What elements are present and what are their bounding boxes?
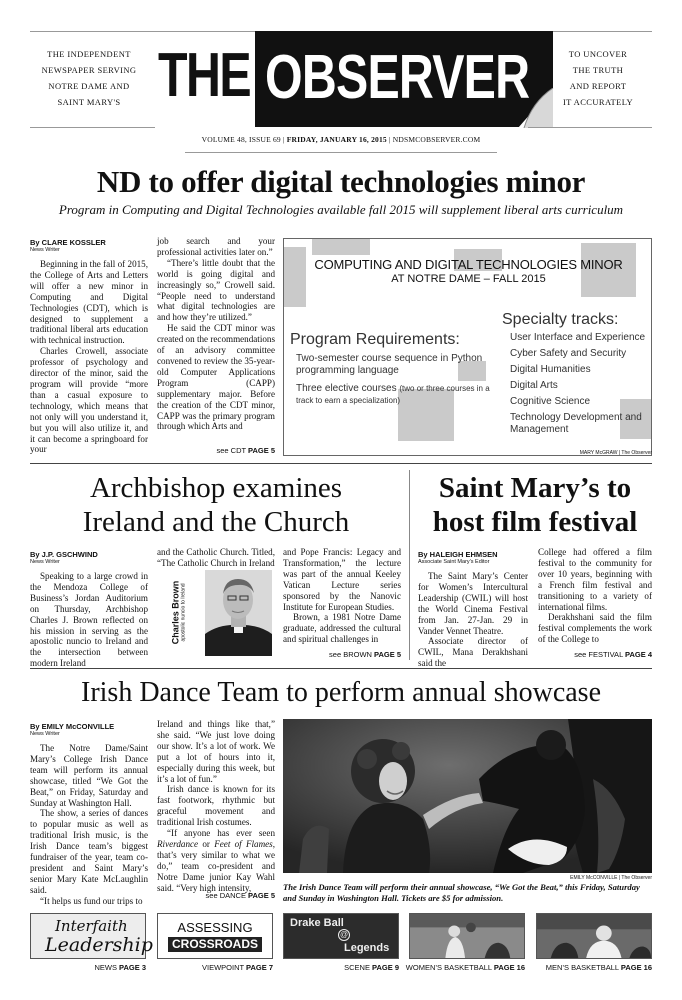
jump-link[interactable]: see CDT PAGE 5	[216, 446, 275, 455]
promo-label[interactable]: MEN’S BASKETBALL PAGE 16	[545, 963, 652, 972]
paragraph: Ireland and things like that,” she said. “We just love doing our show. It’s a lot of work. We put a lot of hours into it, especially during this week, but it’s a lot of fun.”	[157, 719, 275, 784]
brown-headline[interactable]	[30, 471, 402, 539]
article-text	[418, 571, 528, 669]
jump-link[interactable]: see DANCE PAGE 5	[205, 891, 275, 900]
paragraph: The Saint Mary’s Center for Women’s Intercultural Leadership (CWIL) will host the World Cinema Festival from Jan. 27-Jan. 29 in Vander Vennet Theatre.	[418, 571, 528, 636]
masthead-motto-left	[30, 46, 148, 110]
article-text	[30, 571, 148, 669]
jump-link[interactable]: see FESTIVAL PAGE 4	[574, 650, 652, 659]
motto-line: AND REPORT	[569, 81, 627, 91]
article-text	[157, 236, 275, 432]
paragraph: job search and your professional activities later on.”	[157, 236, 275, 257]
motto-line: IT ACCURATELY	[562, 97, 634, 107]
article-text	[283, 547, 401, 645]
masthead-the: THE	[158, 41, 251, 110]
motto-line: THE TRUTH	[572, 65, 624, 75]
paragraph: Irish dance is known for its fast footwork, rhythmic but graceful movement and traditional Irish costumes.	[157, 784, 275, 828]
promo-art-text: Leadership	[45, 934, 153, 956]
photo-credit: EMILY McCONVILLE | The Observer	[570, 875, 652, 881]
graphic-block	[312, 239, 370, 255]
lead-headline[interactable]: ND to offer digital technologies minor	[96, 164, 586, 199]
track-item: Technology Development and Management	[510, 412, 642, 435]
film-col-2	[538, 547, 652, 645]
issue-website: | NDSMCOBSERVER.COM	[386, 135, 481, 144]
issue-line	[0, 135, 682, 144]
paragraph: “It helps us fund our trips to	[40, 895, 143, 906]
paragraph: and Pope Francis: Legacy and Transformation,” the lecture was part of the annual Keeley Vatican Lecture series sponsored by the Nanovic Institute for European Studies.	[283, 547, 401, 612]
track-item: Digital Humanities	[510, 364, 591, 375]
lead-col-2	[157, 236, 275, 432]
requirement-1: Two-semester course sequence in Python programming language	[296, 353, 483, 376]
film-col-1	[418, 550, 528, 669]
byline-role: News Writer	[30, 731, 60, 737]
photo-caption: The Irish Dance Team will perform their annual showcase, “We Got the Beat,” this Friday, Saturday and Sunday in Washington Hall. Tickets are $5 for admission.	[283, 882, 640, 903]
paragraph: The Notre Dame/Saint Mary’s College Irish Dance team will perform its annual showcase, titled “We Got the Beat,” on Friday, Saturday and Sunday at Washington Hall.	[30, 743, 148, 808]
byline: By J.P. GSCHWIND	[30, 550, 98, 559]
photo-name: Charles Brown	[170, 580, 181, 645]
promo-news[interactable]	[30, 913, 153, 959]
paragraph: Charles Crowell, associate professor of psychology and director of the minor, said the program will provide “more than a casual exposure to technology, which means that not only will you understand it, but you will also utilize it, and it can become a springboard for your	[30, 346, 148, 455]
headline-line: Archbishop examines	[89, 472, 343, 504]
promo-art-text: CROSSROADS	[168, 937, 262, 952]
paragraph: Beginning in the fall of 2015, the College of Arts and Letters will offer a new minor in Computing and Digital Technologies (CDT), which is designed to supplement a traditional liberal arts education with technical instruction.	[30, 259, 148, 346]
masthead-motto-right	[544, 46, 652, 110]
byline: By EMILY McCONVILLE	[30, 722, 115, 731]
article-text	[30, 259, 148, 455]
film-headline[interactable]	[418, 471, 652, 539]
paragraph: Associate director of CWIL, Mana Derakhshani said the	[418, 636, 528, 669]
paragraph: “There’s little doubt that the world is going digital and increasingly so,” Crowell said. “People need to understand what digital technologies are and how they’re utilized.”	[157, 257, 275, 323]
graphic-subtitle: AT NOTRE DAME – FALL 2015	[391, 273, 546, 285]
headline-line: Ireland and the Church	[82, 506, 350, 538]
promo-label[interactable]: WOMEN’S BASKETBALL PAGE 16	[405, 963, 525, 972]
tracks-list	[510, 332, 652, 436]
motto-line: NEWSPAPER SERVING	[41, 65, 137, 75]
promo-scene[interactable]	[283, 913, 399, 959]
dance-col-2	[157, 719, 275, 894]
track-item: Cyber Safety and Security	[510, 348, 627, 359]
motto-line: THE INDEPENDENT	[47, 49, 131, 59]
promo-art-text: Interfaith	[55, 917, 128, 935]
paragraph: He said the CDT minor was created on the recommendations of an advisory committee convened to review the 35-year-old Computer Applications Program (CAPP) supplementary major. Before the creation of the CDT minor, CAPP was the primary program through which Arts and	[157, 323, 275, 432]
promo-art-text: Legends	[344, 942, 390, 954]
motto-line: TO UNCOVER	[568, 49, 628, 59]
lead-subhead: Program in Computing and Digital Technologies available fall 2015 will supplement liberal arts curriculum	[58, 202, 624, 217]
article-text	[538, 547, 652, 645]
dance-col-1	[30, 722, 148, 907]
brown-photo-label	[157, 570, 205, 656]
issue-volume: VOLUME 48, ISSUE 69 |	[201, 135, 287, 144]
byline-role: Associate Saint Mary’s Editor	[418, 559, 490, 565]
jump-link[interactable]: see BROWN PAGE 5	[329, 650, 401, 659]
promo-label[interactable]: SCENE PAGE 9	[344, 963, 399, 972]
track-item: Cognitive Science	[510, 396, 591, 407]
requirements-title: Program Requirements:	[290, 331, 460, 348]
track-item: Digital Arts	[510, 380, 558, 391]
graphic-title: COMPUTING AND DIGITAL TECHNOLOGIES MINOR	[314, 257, 623, 272]
cdt-graphic	[283, 238, 652, 456]
headline-line: host film festival	[432, 506, 638, 538]
promo-label[interactable]: VIEWPOINT PAGE 7	[202, 963, 273, 972]
brown-col-1	[30, 550, 148, 669]
article-text	[157, 719, 275, 894]
promo-mens-basketball-photo[interactable]	[536, 913, 652, 959]
photo-title: apostolic nuncio to Ireland	[180, 583, 187, 642]
charles-brown-photo	[205, 570, 272, 656]
byline-role: News Writer	[30, 559, 60, 565]
irish-dance-photo	[283, 719, 652, 873]
motto-line: NOTRE DAME AND	[48, 81, 130, 91]
motto-line: SAINT MARY'S	[57, 97, 121, 107]
track-item: User Interface and Experience	[510, 332, 646, 343]
article-text: and the Catholic Church. Titled, “The Catholic Church in Ireland	[157, 547, 275, 568]
promo-viewpoint[interactable]	[157, 913, 273, 959]
graphic-credit: MARY McGRAW | The Observer	[579, 450, 652, 456]
promo-label[interactable]: NEWS PAGE 3	[94, 963, 146, 972]
promo-womens-basketball-photo[interactable]	[409, 913, 525, 959]
masthead-observer: OBSERVER	[265, 43, 530, 112]
headline-line: Saint Mary’s to	[438, 472, 632, 504]
paragraph: Derakhshani said the film festival complements the work of the College to	[538, 612, 652, 645]
tracks-title: Specialty tracks:	[502, 311, 619, 328]
requirement-2: Three elective courses (two or three courses in a track to earn a specialization)	[296, 383, 490, 405]
byline: By HALEIGH EHMSEN	[418, 550, 498, 559]
paragraph: College had offered a film festival to the community for over 10 years, beginning with a French film festival and transitioning to a variety of international films.	[538, 547, 652, 612]
byline: By CLARE KOSSLER	[30, 238, 106, 247]
byline-role: News Writer	[30, 247, 60, 253]
brown-col-3	[283, 547, 401, 645]
article-text	[30, 743, 148, 907]
paragraph: “If anyone has ever seen Riverdance or Feet of Flames, that’s very similar to what we do,” team co-president and Notre Dame junior Kay Wahl said. “Very high intensity,	[157, 828, 275, 893]
issue-date: FRIDAY, JANUARY 16, 2015	[286, 135, 387, 144]
paragraph: Brown, a 1981 Notre Dame graduate, addressed the cultural and spiritual challenges in	[283, 612, 401, 645]
paragraph: Speaking to a large crowd in the Mendoza College of Business’s Jordan Auditorium on Thursday, Archbishop Charles J. Brown reflected on his mission in serving as the apostolic nuncio to Ireland and the intersection between modern Ireland	[30, 571, 148, 669]
promo-art-text: Drake Ball	[290, 917, 344, 929]
lead-col-1	[30, 238, 148, 455]
promo-art-text: ASSESSING	[177, 920, 253, 935]
paragraph: The show, a series of dances to popular music as well as traditional Irish music, is the Irish Dance team’s biggest fundraiser of the year, team co-president and Saint Mary’s senior Mary Kate McLaughlin said.	[30, 808, 148, 895]
promo-at-icon: @	[339, 930, 349, 939]
dance-headline[interactable]: Irish Dance Team to perform annual showcase	[81, 677, 601, 708]
